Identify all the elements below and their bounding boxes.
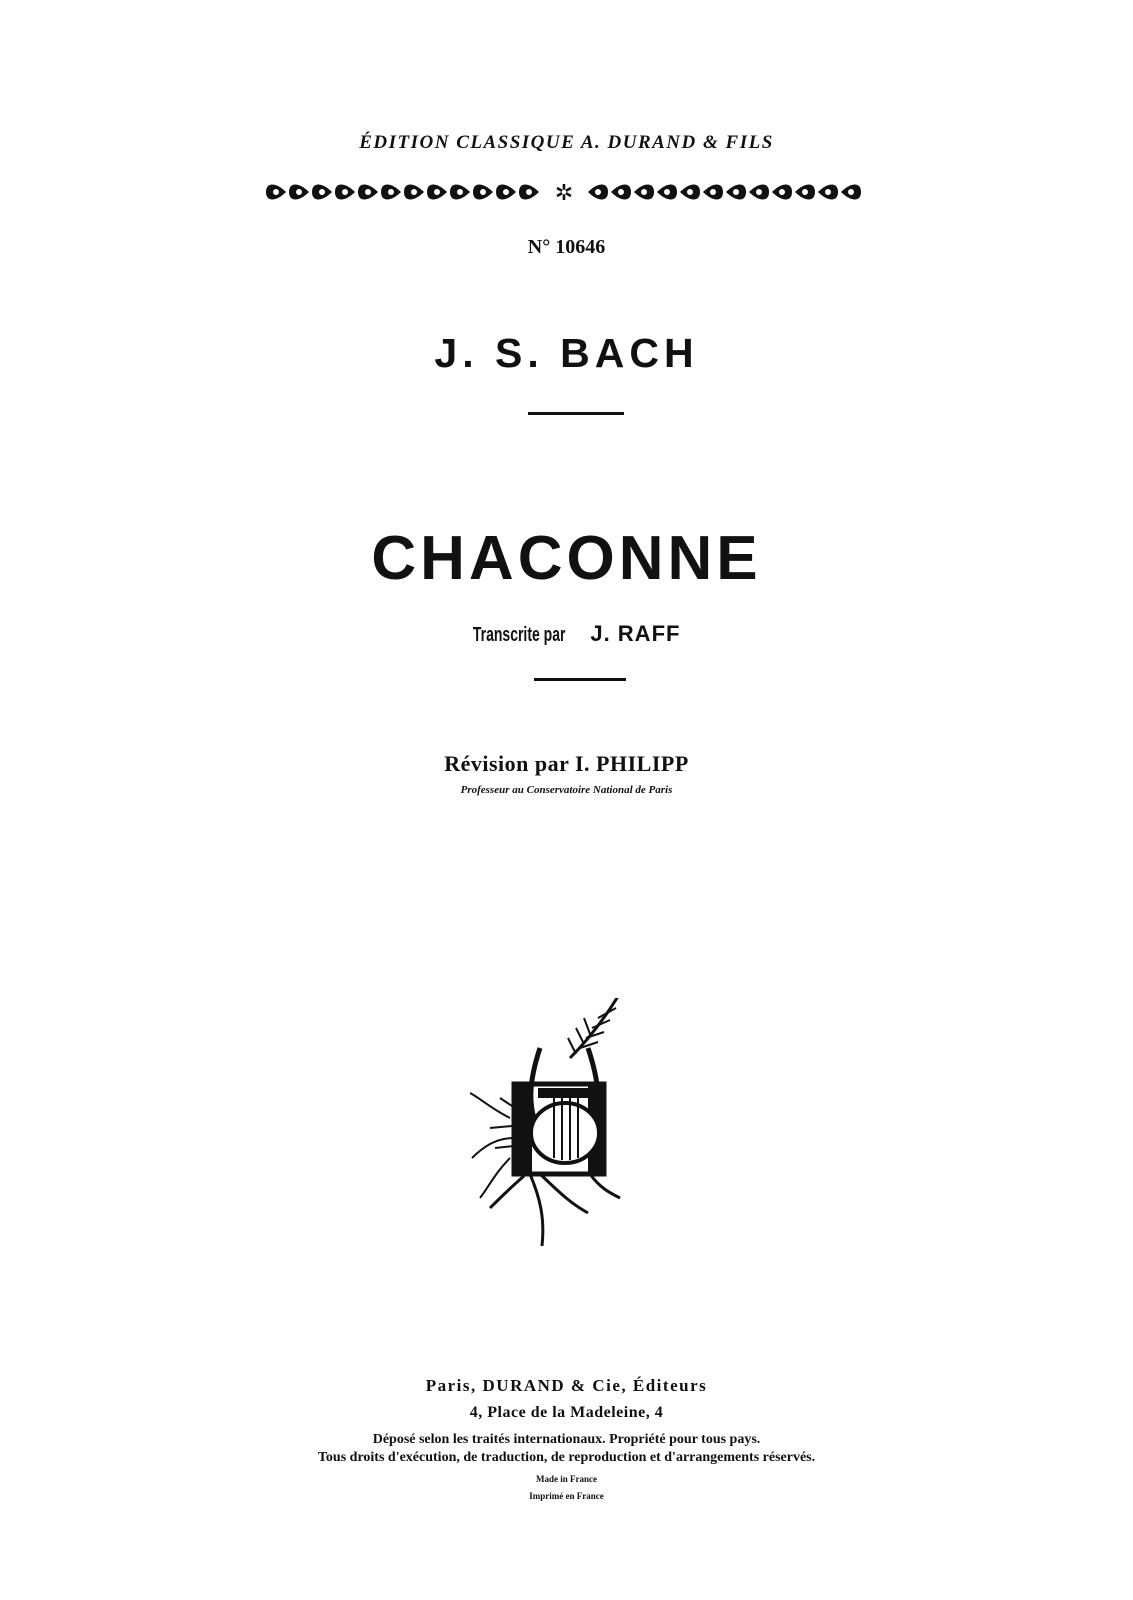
rights-notice: Tous droits d'exécution, de traduction, de reproduction et d'arrangements réservés. bbox=[317, 1450, 816, 1465]
composer-name: J. S. BACH bbox=[434, 330, 699, 376]
revision-credit: Révision par I. PHILIPP bbox=[444, 751, 689, 776]
reviser-title: Professeur au Conservatoire National de Paris bbox=[460, 784, 673, 796]
publisher-line: Paris, DURAND & Cie, Éditeurs bbox=[425, 1376, 708, 1395]
ornament-border-icon bbox=[264, 176, 864, 208]
printed-in-notice: Imprimé en France bbox=[529, 1491, 604, 1501]
work-title: CHACONNE bbox=[371, 524, 762, 593]
divider-rule bbox=[534, 678, 626, 681]
transcription-credit bbox=[0, 621, 1133, 647]
made-in-notice: Made in France bbox=[536, 1474, 597, 1484]
publisher-address: 4, Place de la Madeleine, 4 bbox=[469, 1404, 664, 1421]
svg-text:✲: ✲ bbox=[554, 181, 574, 206]
transcriber-name: J. RAFF bbox=[590, 621, 681, 646]
edition-heading: ÉDITION CLASSIQUE A. DURAND & FILS bbox=[359, 132, 774, 153]
divider-rule bbox=[528, 412, 624, 415]
catalog-number: N° 10646 bbox=[527, 236, 606, 258]
lyre-emblem-icon bbox=[470, 998, 660, 1248]
transcription-prefix: Transcrite par bbox=[472, 624, 565, 646]
deposit-notice: Déposé selon les traités internationaux. Propriété pour tous pays. bbox=[372, 1432, 761, 1447]
